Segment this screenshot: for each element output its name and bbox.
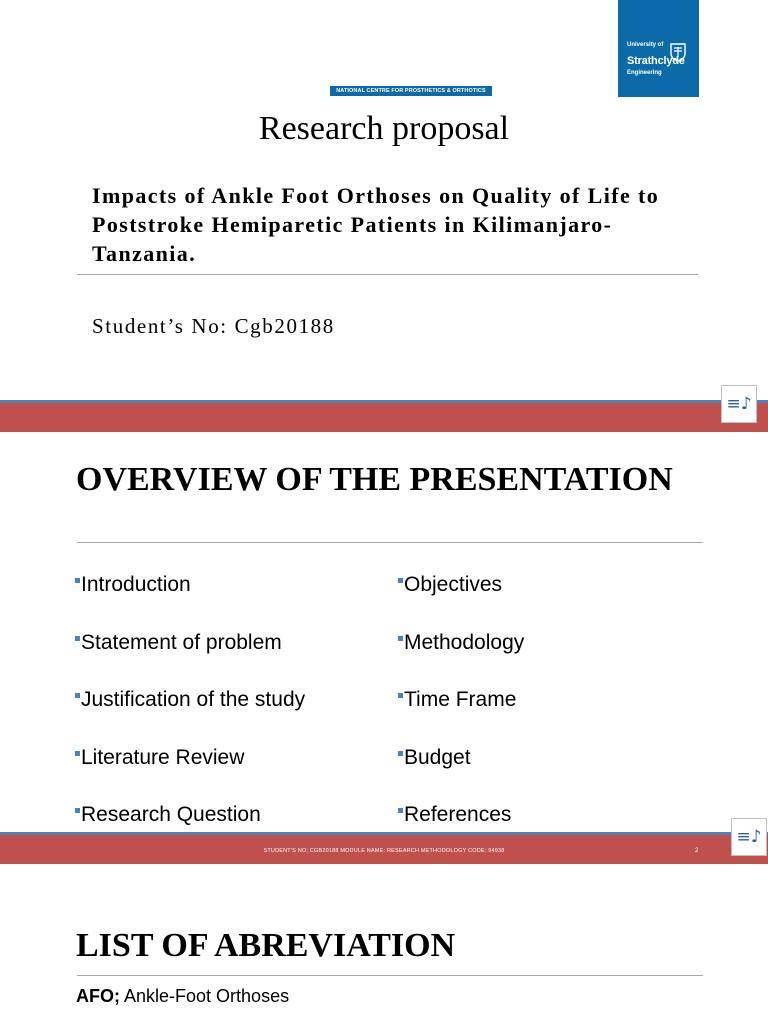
ncpo-banner: NATIONAL CENTRE FOR PROSTHETICS & ORTHOTICS <box>330 86 492 96</box>
divider <box>77 274 698 275</box>
list-item: Research Question <box>75 802 375 860</box>
slide1-title: Research proposal <box>258 110 510 147</box>
footer-band-red <box>0 403 768 432</box>
slide1-subtitle: Impacts of Ankle Foot Orthoses on Quality of Life to Poststroke Hemiparetic Patients in Kilimanjaro-Tanzania. <box>92 183 660 266</box>
list-item: References <box>398 802 698 860</box>
overview-list-left <box>75 572 375 860</box>
logo-line-1: University of <box>627 42 664 48</box>
abbreviation-item <box>76 986 289 1007</box>
audio-playlist-button[interactable] <box>731 818 767 856</box>
page-number: 2 <box>695 848 699 854</box>
slide-footer: STUDENT'S NO; CGB20188 MODULE NAME: RESEARCH METHODOLOGY CODE; 94938 <box>263 848 505 854</box>
divider <box>77 975 703 976</box>
university-logo <box>618 0 699 97</box>
list-item: Objectives <box>398 572 698 630</box>
list-item: Justification of the study <box>75 687 375 745</box>
logo-line-3: Engineering <box>627 70 662 76</box>
abbreviation-definition: Ankle-Foot Orthoses <box>120 986 290 1006</box>
divider <box>77 542 703 543</box>
overview-heading: OVERVIEW OF THE PRESENTATION <box>76 461 673 498</box>
list-item: Time Frame <box>398 687 698 745</box>
audio-playlist-button[interactable] <box>721 385 757 423</box>
audio-playlist-icon: ≡♪ <box>726 394 752 414</box>
audio-playlist-icon: ≡♪ <box>736 827 762 847</box>
abbreviation-heading: LIST OF ABREVIATION <box>76 927 456 964</box>
overview-list-right <box>398 572 698 860</box>
student-number: Student’s No: Cgb20188 <box>92 314 335 338</box>
list-item: Introduction <box>75 572 375 630</box>
abbreviation-term: AFO; <box>76 986 120 1006</box>
logo-line-2: Strathclyde <box>627 55 685 67</box>
list-item: Budget <box>398 745 698 803</box>
list-item: Methodology <box>398 630 698 688</box>
list-item: Statement of problem <box>75 630 375 688</box>
list-item: Literature Review <box>75 745 375 803</box>
